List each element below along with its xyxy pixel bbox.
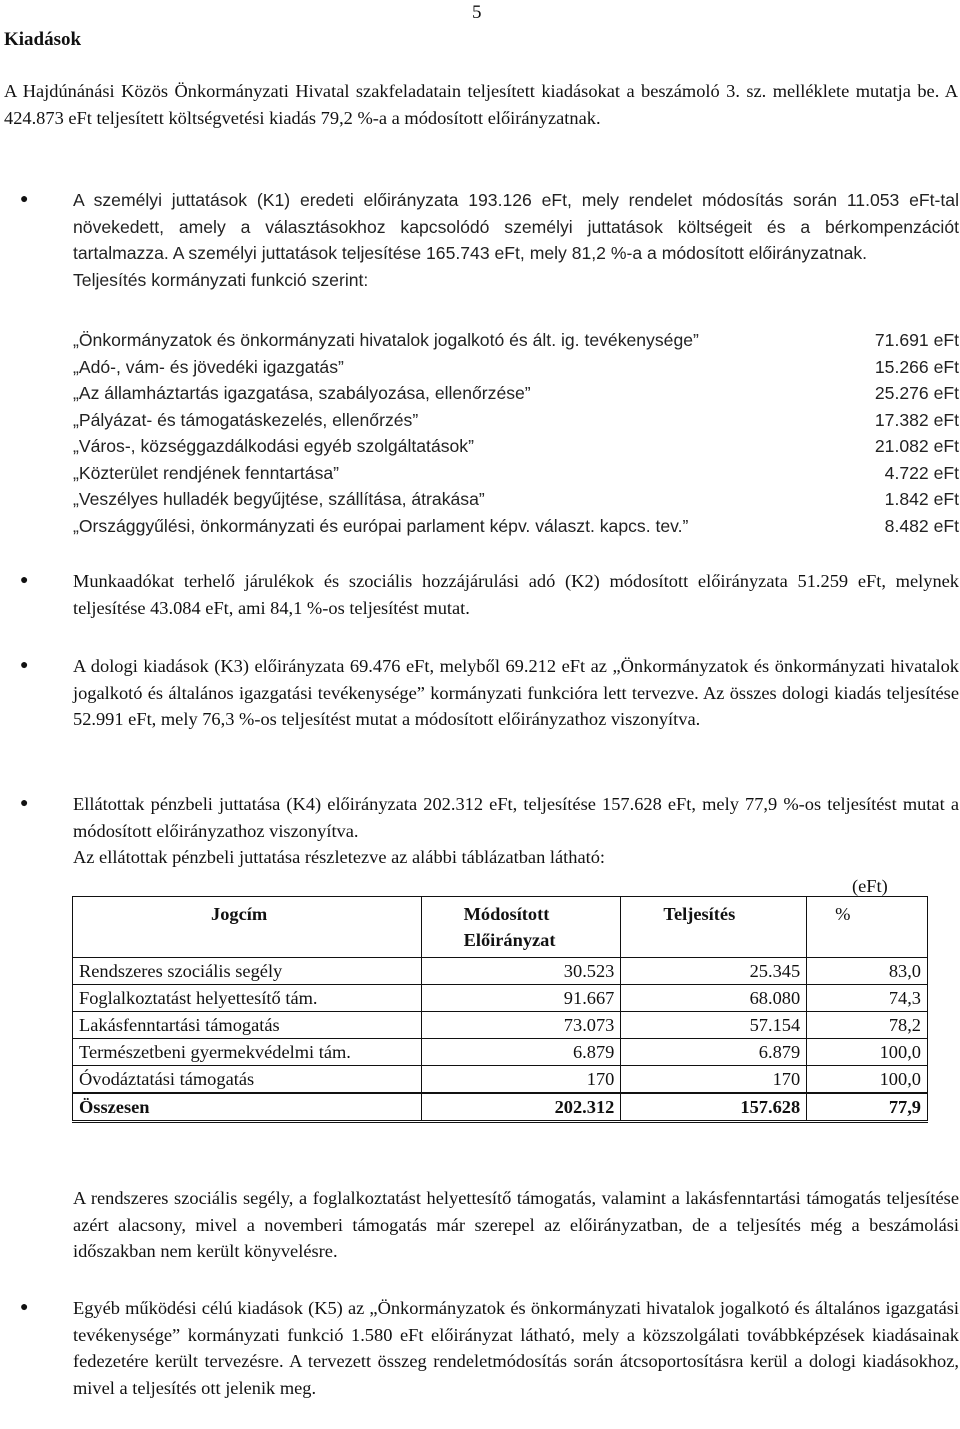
function-row	[73, 513, 959, 540]
column-header: Módosított Előirányzat	[421, 897, 621, 958]
function-value: 71.691 eFt	[874, 330, 959, 350]
table-cell: 57.154	[621, 1012, 807, 1039]
function-value: 15.266 eFt	[874, 356, 959, 377]
table-cell: 73.073	[421, 1012, 621, 1039]
table-cell: 68.080	[621, 985, 807, 1012]
table-cell: 30.523	[421, 958, 621, 985]
after-table-paragraph: A rendszeres szociális segély, a foglalkoztatást helyettesítő támogatás, valamint a lakásfenntartási támogatás teljesítése azért alacsony, mivel a novemberi támogatás már szerepel az előirányzatban, de a teljesítés még a beszámolási időszakban nem került könyvelésre.	[73, 1188, 959, 1261]
bullet-icon: ●	[20, 573, 29, 588]
function-value: 4.722 eFt	[884, 462, 959, 483]
table-cell: 100,0	[807, 1066, 928, 1094]
table-row	[73, 1039, 928, 1066]
table-cell: 202.312	[421, 1093, 621, 1122]
function-row	[73, 486, 959, 513]
k4-block	[73, 791, 959, 871]
benefits-table	[72, 896, 928, 1123]
k1-block	[73, 187, 959, 293]
function-label: „Közterület rendjének fenntartása”	[73, 462, 340, 483]
function-label: „Adó-, vám- és jövedéki igazgatás”	[73, 356, 344, 377]
table-cell: 74,3	[807, 985, 928, 1012]
function-label: „Veszélyes hulladék begyűjtése, szállítása, átrakása”	[73, 489, 485, 509]
function-label: „Pályázat- és támogatáskezelés, ellenőrzés”	[73, 409, 419, 430]
k3-paragraph: A dologi kiadások (K3) előirányzata 69.476 eFt, melyből 69.212 eFt az „Önkormányzatok és önkormányzati hivatalok jogalkotó és általános igazgatási tevékenysége” kormányzati funkcióra lett tervezve. Az összes dologi kiadás teljesítése 52.991 eFt, mely 76,3 %-os teljesítést mutat a módosított előirányzathoz viszonyítva.	[73, 656, 959, 729]
table-cell: 170	[421, 1066, 621, 1094]
bullet-icon: ●	[20, 658, 29, 673]
function-value: 25.276 eFt	[874, 383, 959, 403]
bullet-icon: ●	[20, 192, 29, 207]
unit-label: (eFt)	[852, 876, 888, 896]
k1-paragraph: A személyi juttatások (K1) eredeti előirányzata 193.126 eFt, mely rendelet módosítás során 11.053 eFt-tal növekedett, amely a választásokhoz kapcsolódó személyi juttatások költségeit és a bérkompenzációt tartalmazza. A személyi juttatások teljesítése 165.743 eFt, mely 81,2 %-a a módosított előirányzatnak.	[73, 190, 959, 263]
table-cell: 157.628	[621, 1093, 807, 1122]
function-value: 21.082 eFt	[874, 436, 959, 456]
table-row	[73, 1012, 928, 1039]
table-cell: Rendszeres szociális segély	[73, 958, 422, 985]
column-header: %	[807, 897, 928, 958]
table-cell: Foglalkoztatást helyettesítő tám.	[73, 985, 422, 1012]
table-cell: 91.667	[421, 985, 621, 1012]
functions-list	[73, 327, 959, 539]
table-cell: 6.879	[621, 1039, 807, 1066]
function-label: „Az államháztartás igazgatása, szabályozása, ellenőrzése”	[73, 383, 531, 403]
table-total-row	[73, 1093, 928, 1122]
table-cell: Lakásfenntartási támogatás	[73, 1012, 422, 1039]
function-row	[73, 354, 959, 381]
table-row	[73, 985, 928, 1012]
table-cell: 6.879	[421, 1039, 621, 1066]
table-cell: 25.345	[621, 958, 807, 985]
functions-intro: Teljesítés kormányzati funkció szerint:	[73, 269, 369, 290]
column-header: Jogcím	[73, 897, 422, 958]
bullet-icon: ●	[20, 796, 29, 811]
function-row	[73, 380, 959, 407]
table-cell: Természetbeni gyermekvédelmi tám.	[73, 1039, 422, 1066]
function-value: 17.382 eFt	[874, 409, 959, 430]
table-cell: Óvodáztatási támogatás	[73, 1066, 422, 1094]
table-header-row	[73, 897, 928, 958]
function-label: „Országgyűlési, önkormányzati és európai parlament képv. választ. kapcs. tev.”	[73, 515, 689, 536]
table-row	[73, 958, 928, 985]
table-cell: 83,0	[807, 958, 928, 985]
bullet-icon: ●	[20, 1300, 29, 1315]
function-row	[73, 327, 959, 354]
table-cell: 77,9	[807, 1093, 928, 1122]
function-value: 8.482 eFt	[884, 515, 959, 536]
function-label: „Önkormányzatok és önkormányzati hivatalok jogalkotó és ált. ig. tevékenysége”	[73, 330, 699, 350]
function-row	[73, 460, 959, 487]
table-intro: Az ellátottak pénzbeli juttatása részletezve az alábbi táblázatban látható:	[73, 847, 606, 867]
table-row	[73, 1066, 928, 1094]
function-label: „Város-, községgazdálkodási egyéb szolgáltatások”	[73, 436, 474, 456]
table-cell: Összesen	[73, 1093, 422, 1122]
function-row	[73, 407, 959, 434]
column-header: Teljesítés	[621, 897, 807, 958]
page-number: 5	[472, 2, 482, 23]
k4-paragraph: Ellátottak pénzbeli juttatása (K4) előirányzata 202.312 eFt, teljesítése 157.628 eFt, mely 77,9 %-os teljesítést mutat a módosított előirányzathoz viszonyítva.	[73, 794, 959, 841]
intro-paragraph: A Hajdúnánási Közös Önkormányzati Hivatal szakfeladatain teljesített kiadásokat a beszámoló 3. sz. melléklete mutatja be. A 424.873 eFt teljesített költségvetési kiadás 79,2 %-a a módosított előirányzatnak.	[4, 81, 958, 128]
table-cell: 170	[621, 1066, 807, 1094]
section-heading: Kiadások	[4, 29, 82, 50]
function-value: 1.842 eFt	[884, 489, 959, 509]
function-row	[73, 433, 959, 460]
table-cell: 100,0	[807, 1039, 928, 1066]
table-cell: 78,2	[807, 1012, 928, 1039]
k5-paragraph: Egyéb működési célú kiadások (K5) az „Önkormányzatok és önkormányzati hivatalok jogalkotó és általános igazgatási tevékenysége” kormányzati funkció 1.580 eFt előirányzat látható, mely a közszolgálati továbbképzések kiadásainak fedezetére került tervezésre. A tervezett összeg rendeletmódosítás során átcsoportosításra kerül a dologi kiadásokhoz, mivel a teljesítés ott jelenik meg.	[73, 1298, 959, 1398]
k2-paragraph: Munkaadókat terhelő járulékok és szociális hozzájárulási adó (K2) módosított előirányzata 51.259 eFt, melynek teljesítése 43.084 eFt, ami 84,1 %-os teljesítést mutat.	[73, 571, 959, 618]
